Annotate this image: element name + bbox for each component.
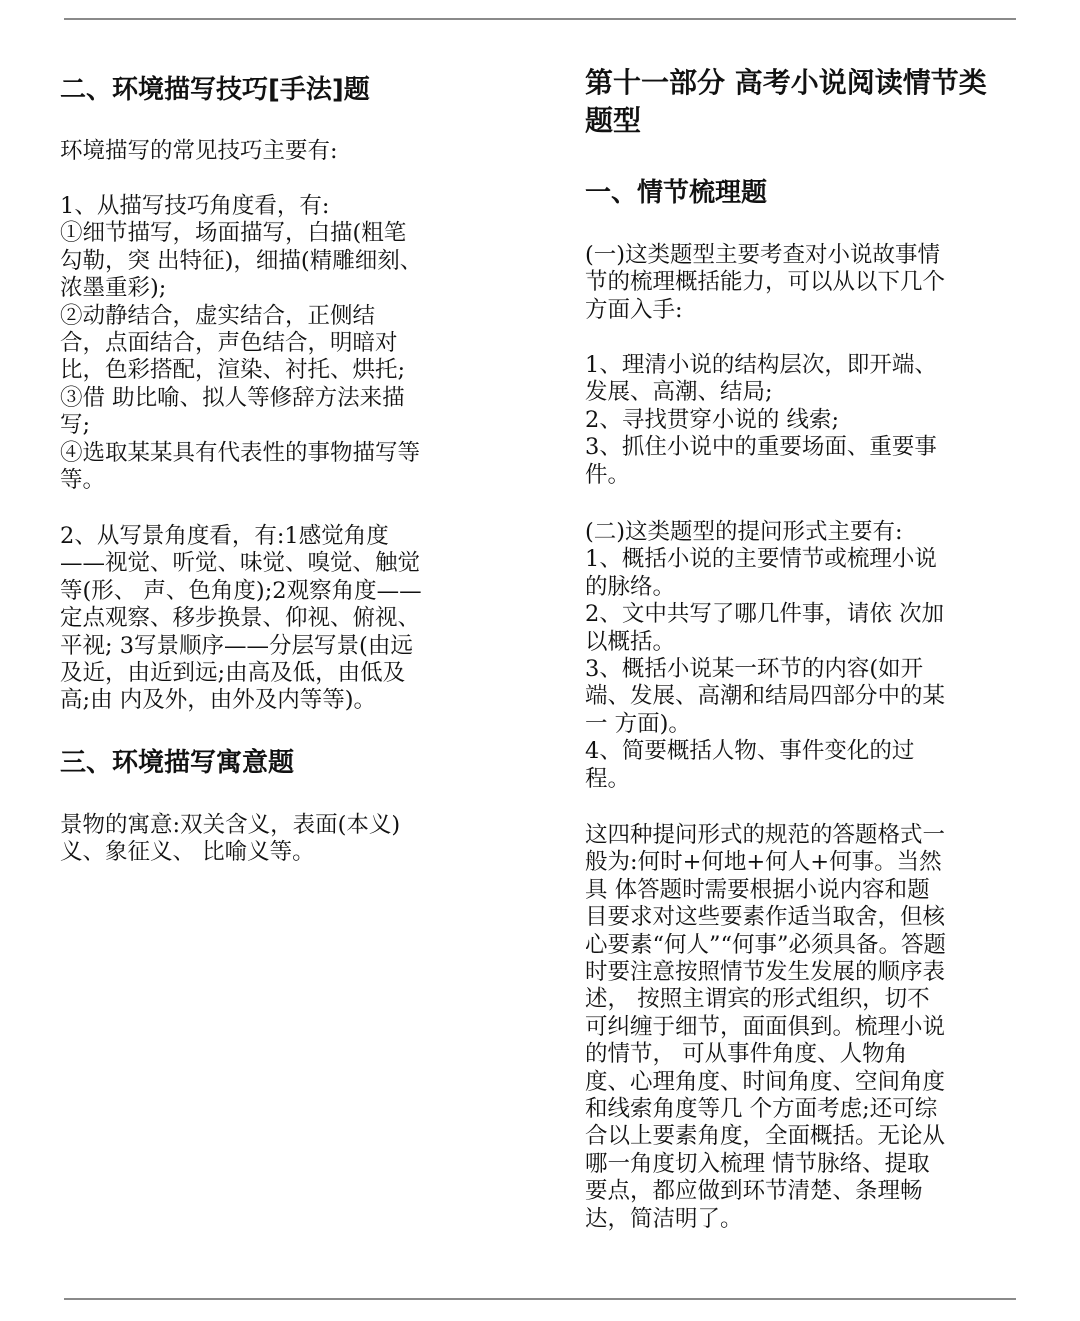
meaning-paragraph: 景物的寓意:双关含义，表面(本义) 义、象征义、 比喻义等。 — [60, 812, 401, 866]
heading-environment-meaning: 三、环境描写寓意题 — [60, 748, 295, 778]
scenery-angle-paragraph: 2、从写景角度看，有:1感觉角度 ——视觉、听觉、味觉、嗅觉、触觉 等(形、 声、色角度);2观察角度—— 定点观察、移步换景、仰视、俯视、 平视; 3写景顺序——分层写景(由远 及近，由近到远;由高及低，由低及 高;由 内及外，由外及内等等)。 — [60, 523, 422, 714]
plot-method-list: 1、理清小说的结构层次，即开端、 发展、高潮、结局; 2、寻找贯穿小说的 线索; 3、抓住小说中的重要场面、重要事 件。 — [585, 352, 937, 488]
technique-angle-list: 1、从描写技巧角度看，有: ①细节描写，场面描写，白描(粗笔 勾勒，突 出特征)，细描(精雕细刻、 浓墨重彩); ②动静结合，虚实结合，正侧结 合，点面结合，声色结合，明暗对 比，色彩搭配，渲染、衬托、烘托; ③借 助比喻、拟人等修辞方法来描 写; ④选取某某具有代表性的事物描写等 等。 — [60, 193, 423, 494]
answer-format-paragraph: 这四种提问形式的规范的答题格式一 般为:何时+何地+何人+何事。当然 具 体答题时需要根据小说内容和题 目要求对这些要素作适当取舍，但核 心要素“何人”“何事”必须具备。答题 时要注意按照情节发生发展的顺序表 述， 按照主谓宾的形式组织，切不 可纠缠于细节，面面俱到。梳理小说 的情节， 可从事件角度、人物角 度、心理角度、时间角度、空间角度 和线索角度等几 个方面考虑;还可综 合以上要素角度，全面概括。无论从 哪一角度切入梳理 情节脉络、提取 要点，都应做到环节清楚、条理畅 达，简洁明了。 — [585, 822, 947, 1232]
top-divider — [64, 18, 1016, 20]
part-title: 第十一部分 高考小说阅读情节类 题型 — [585, 66, 987, 137]
heading-environment-technique: 二、环境描写技巧[手法]题 — [60, 75, 370, 105]
heading-plot-sorting: 一、情节梳理题 — [585, 178, 768, 208]
technique-intro: 环境描写的常见技巧主要有: — [60, 138, 338, 164]
plot-intro-paragraph: (一)这类题型主要考查对小说故事情 节的梳理概括能力，可以从以下几个 方面入手: — [585, 242, 946, 323]
bottom-divider — [64, 1298, 1016, 1300]
question-forms-list: (二)这类题型的提问形式主要有: 1、概括小说的主要情节或梳理小说 的脉络。 2、文中共写了哪几件事，请依 次加 以概括。 3、概括小说某一环节的内容(如开 端、发展、高潮和结局四部分中的某 一 方面)。 4、简要概括人物、事件变化的过 程。 — [585, 519, 946, 792]
